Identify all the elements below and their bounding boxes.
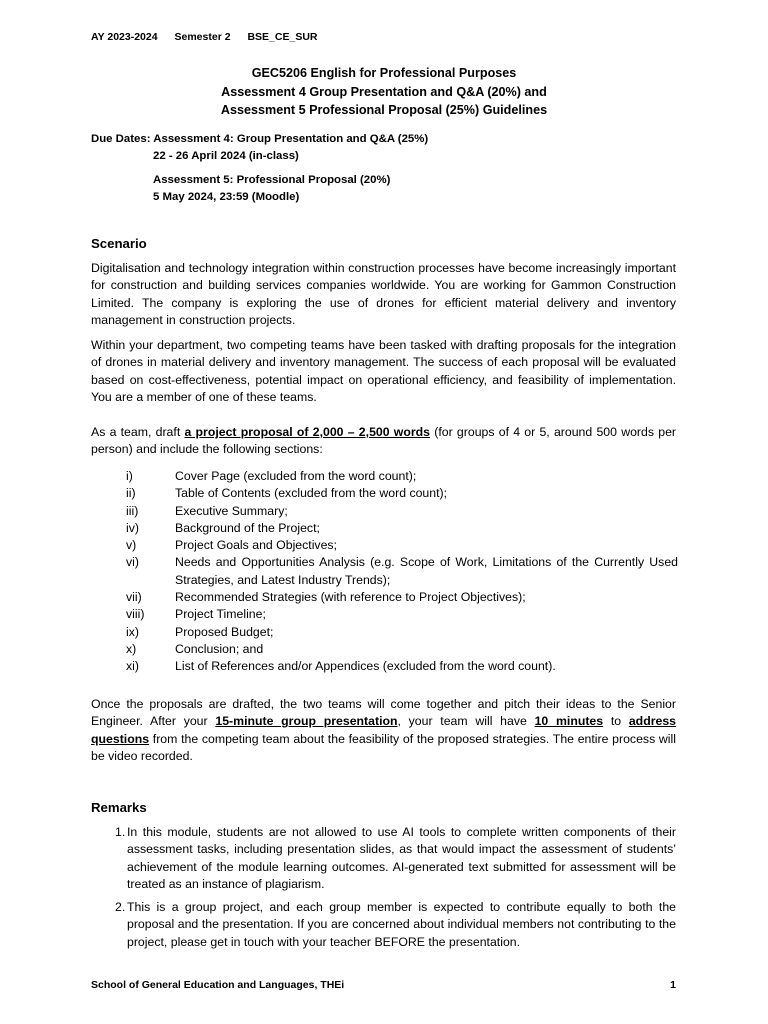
remarks-list <box>115 824 676 957</box>
programme-code: BSE_CE_SUR <box>247 31 318 43</box>
list-item-number: i) <box>126 469 133 483</box>
assessment-5-title: Assessment 5: Professional Proposal (20%) <box>153 174 391 186</box>
task-intro <box>91 424 676 459</box>
list-item-number: xi) <box>126 659 139 674</box>
page-footer <box>91 979 676 991</box>
task-intro-pre: As a team, draft <box>91 425 185 439</box>
list-item <box>126 503 678 520</box>
remark-number: 1. <box>115 825 126 839</box>
list-item-text: Cover Page (excluded from the word count); <box>175 469 417 483</box>
list-item-number: viii) <box>126 607 145 622</box>
list-item-text: List of References and/or Appendices (excluded from the word count). <box>175 659 556 674</box>
list-item-number: vi) <box>126 555 139 570</box>
list-item-text: Background of the Project; <box>175 520 320 535</box>
list-item <box>126 658 678 675</box>
title-line-3: Assessment 5 Professional Proposal (25%) Guidelines <box>220 103 548 117</box>
list-item-number: vii) <box>126 590 142 605</box>
list-item <box>126 485 678 502</box>
assessment-4-date: 22 - 26 April 2024 (in-class) <box>153 149 299 162</box>
remark-text: This is a group project, and each group member is expected to contribute equally to both the proposal and the presentation. If you are concerned about individual members not contributing to the project, please get in touch with your teacher BEFORE the presentation. <box>127 900 676 949</box>
pitch-text-1: Once the proposals are drafted, the two teams will come together and pitch their ideas to the Senior Engineer. After your <box>91 697 676 729</box>
list-item-text: Project Timeline; <box>175 607 266 622</box>
title-line-1: GEC5206 English for Professional Purposes <box>251 66 517 80</box>
pitch-text-2: , your team will have <box>397 714 535 729</box>
list-item-number: ix) <box>126 624 139 639</box>
list-item <box>126 537 678 554</box>
remarks-heading: Remarks <box>91 800 147 815</box>
title-line-2: Assessment 4 Group Presentation and Q&A (20%) and <box>221 84 547 99</box>
list-item <box>126 624 678 641</box>
list-item <box>126 554 678 589</box>
remark-text: In this module, students are not allowed to use AI tools to complete written components of their assessment tasks, including presentation slides, as that would impact the assessment of students’ achievement of the module learning outcomes. AI-generated text submitted for assessment will be treated as an instance of plagiarism. <box>127 825 676 891</box>
list-item-text: Executive Summary; <box>175 503 288 518</box>
list-item-number: iii) <box>126 503 139 518</box>
due-dates <box>91 131 691 205</box>
list-item-text: Recommended Strategies (with reference to Project Objectives); <box>175 590 526 605</box>
presentation-duration: 15-minute group presentation <box>215 714 398 729</box>
pitch-text-3: to <box>603 714 629 729</box>
list-item-text: Table of Contents (excluded from the word count); <box>175 486 448 501</box>
due-dates-label: Due Dates: <box>91 133 151 145</box>
list-item-text: Project Goals and Objectives; <box>175 538 337 553</box>
document-title <box>0 64 768 120</box>
pitch-paragraph <box>91 696 676 765</box>
scenario-paragraph-1: Digitalisation and technology integration within construction processes have become increasingly important for construction and building services companies worldwide. You are working for Gammon Construction Limited. The company is exploring the use of drones for efficient material delivery and inventory management in construction projects. <box>91 261 676 327</box>
page-header <box>91 31 332 43</box>
page-number: 1 <box>670 979 676 991</box>
list-item-number: x) <box>126 641 137 656</box>
assessment-5-date: 5 May 2024, 23:59 (Moodle) <box>153 190 300 203</box>
list-item <box>126 468 678 485</box>
list-item-number: v) <box>126 538 137 553</box>
scenario-paragraph-2: Within your department, two competing teams have been tasked with drafting proposals for the integration of drones in material delivery and inventory management. The success of each proposal will be evaluated based on cost-effectiveness, potential impact on operational efficiency, and feasibility of implementation. You are a member of one of these teams. <box>91 338 676 404</box>
list-item-number: iv) <box>126 520 139 535</box>
remark-number: 2. <box>115 900 126 915</box>
qa-duration: 10 minutes <box>534 714 604 729</box>
remark-item <box>115 824 676 893</box>
scenario-heading: Scenario <box>91 236 147 251</box>
assessment-4-title: Assessment 4: Group Presentation and Q&A (25%) <box>153 133 429 145</box>
list-item <box>126 606 678 623</box>
pitch-text-4: from the competing team about the feasibility of the proposed strategies. The entire process will be video recorded. <box>91 731 676 763</box>
academic-year: AY 2023-2024 <box>91 31 158 43</box>
list-item <box>126 520 678 537</box>
list-item-text: Proposed Budget; <box>175 624 274 639</box>
list-item <box>126 641 678 658</box>
list-item <box>126 589 678 606</box>
list-item-number: ii) <box>126 486 136 501</box>
school-name: School of General Education and Languages, THEi <box>91 979 345 991</box>
semester: Semester 2 <box>174 31 231 43</box>
list-item-text: Needs and Opportunities Analysis (e.g. Scope of Work, Limitations of the Currently Used Strategies, and Latest Industry Trends); <box>175 555 678 587</box>
proposal-sections-list <box>126 468 678 676</box>
task-intro-post: (for groups of 4 or 5, around 500 words per person) and include the following sections: <box>91 425 677 457</box>
word-count-requirement: a project proposal of 2,000 – 2,500 words <box>184 425 431 439</box>
address-questions: address questions <box>91 714 677 746</box>
remark-item <box>115 899 676 951</box>
list-item-text: Conclusion; and <box>175 641 264 656</box>
